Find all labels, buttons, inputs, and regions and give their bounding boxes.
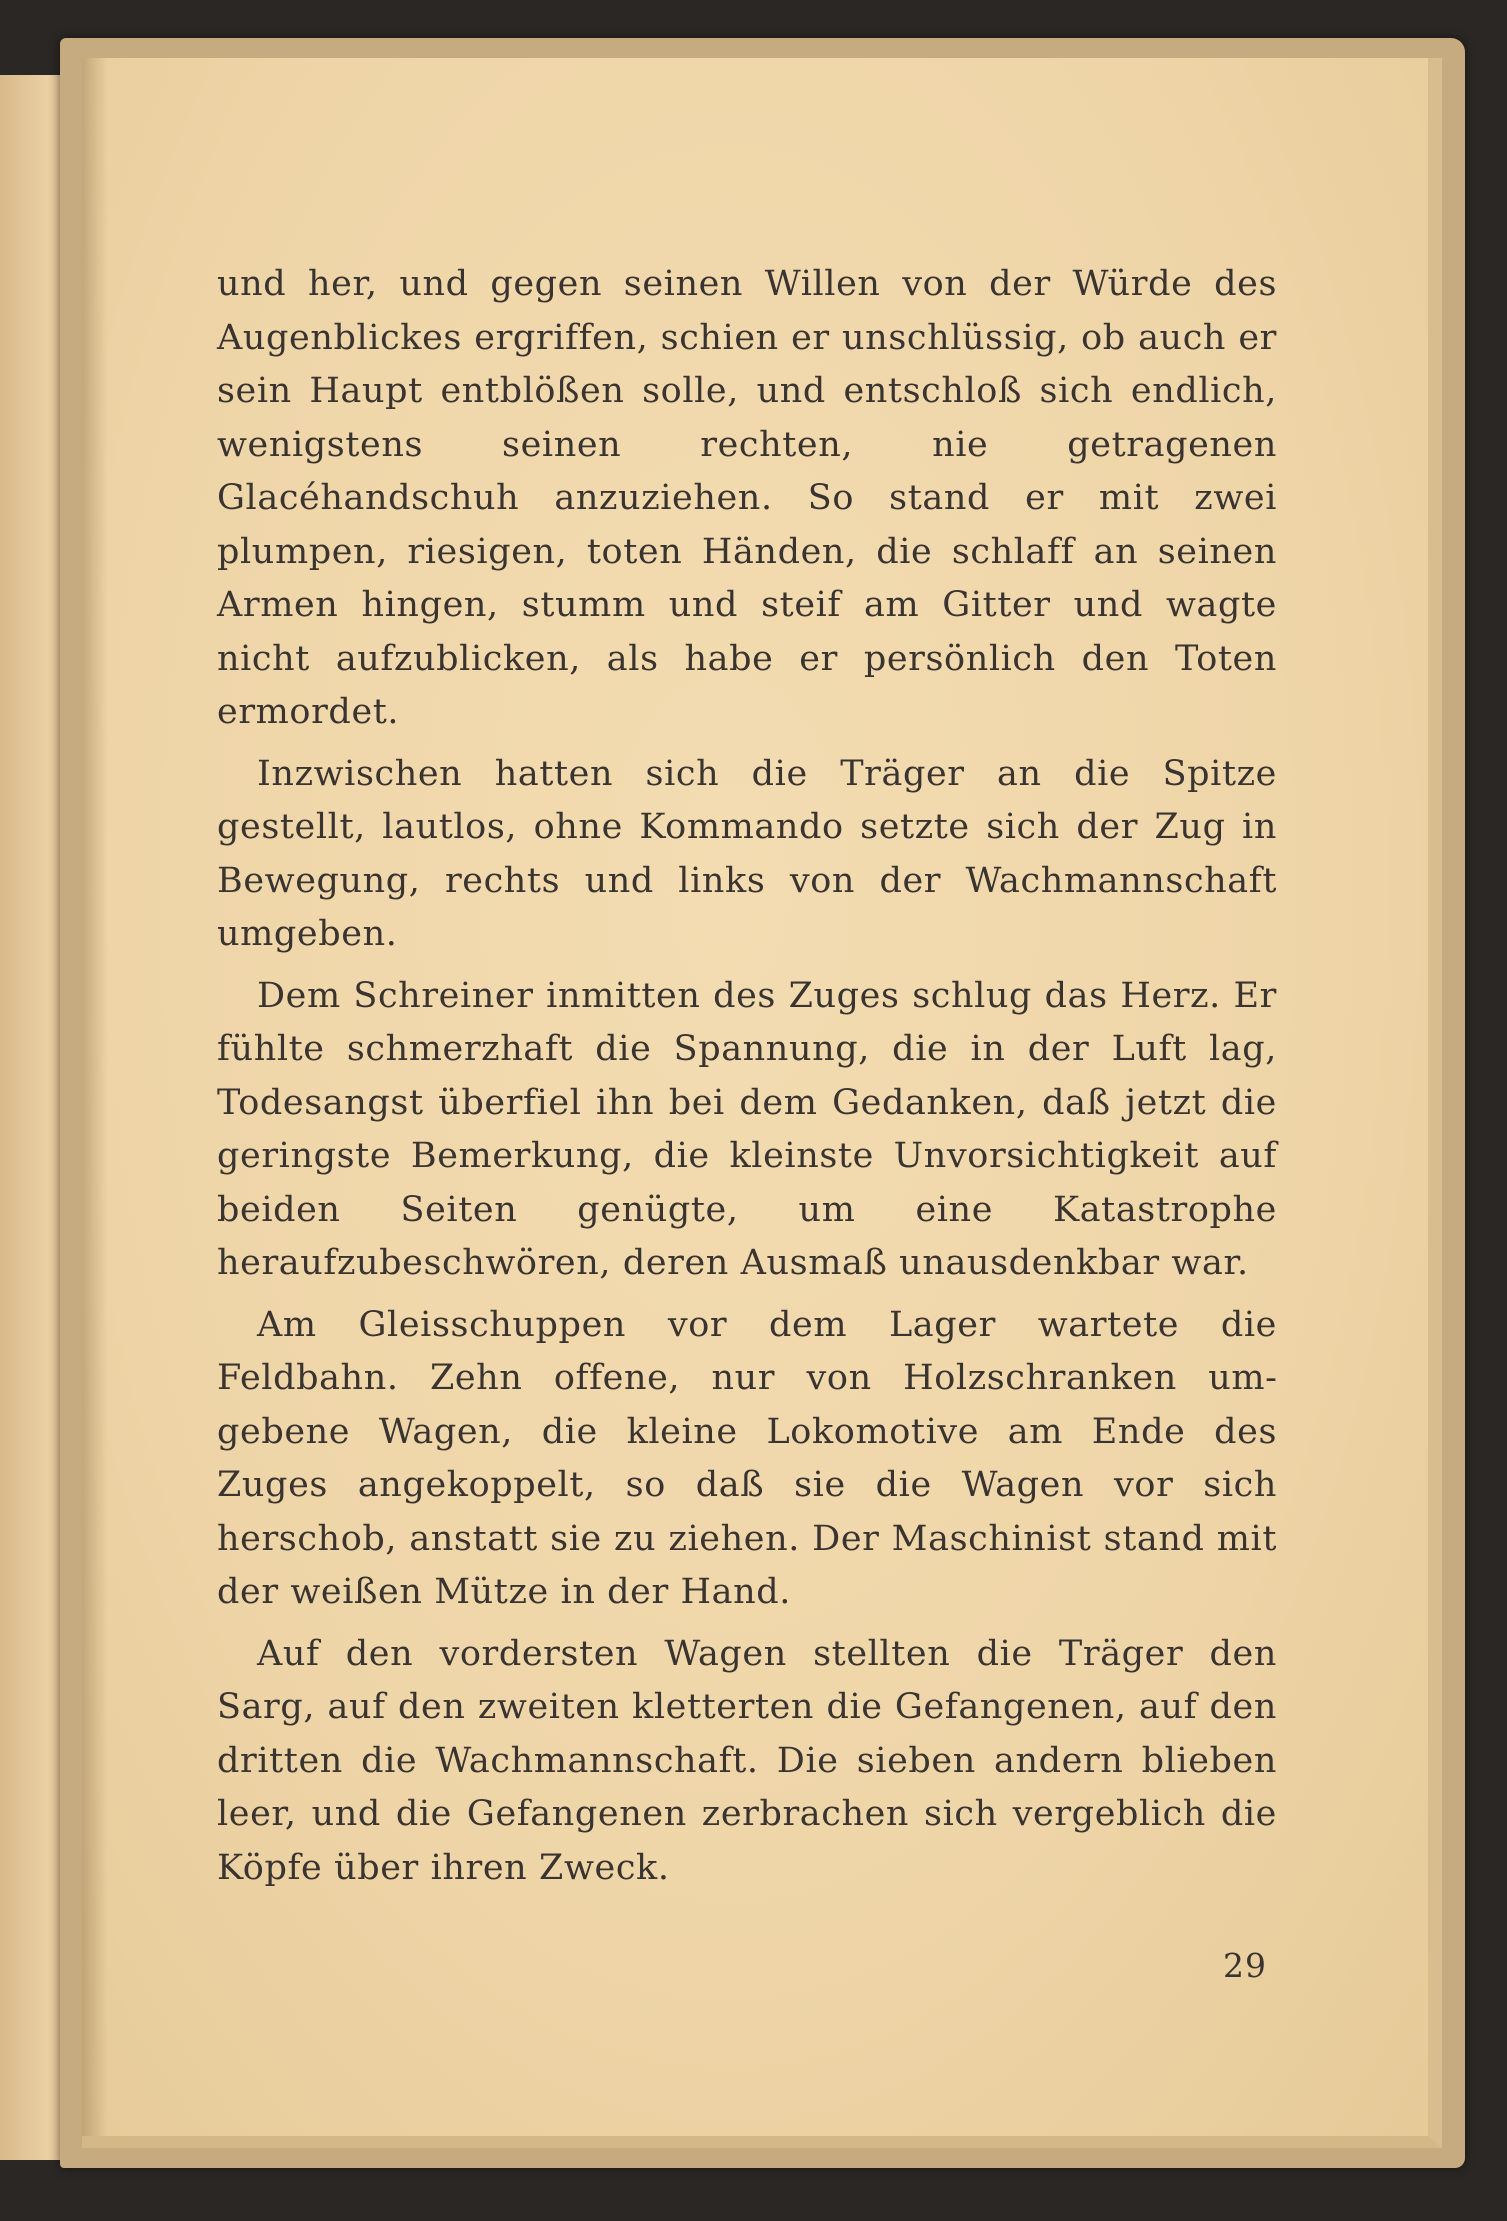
paragraph-1: und her, und gegen seinen Willen von der Würde des Augenblickes ergriffen, schien er unschlüssig, ob auch er sein Haupt entblößen solle, und entschloß sich endlich, wenigstens seinen rechten, nie getragenen Glacéhandschuh anzuziehen. So stand er mit zwei plumpen, riesigen, toten Händen, die schlaff an seinen Armen hingen, stumm und steif am Gitter und wagte nicht aufzublicken, als habe er persönlich den Toten ermordet. xyxy=(217,264,1277,732)
paragraph-5: Auf den vordersten Wagen stellten die Träger den Sarg, auf den zweiten kletterten die Gefangenen, auf den dritten die Wachmannschaft. Die sieben andern blieben leer, und die Gefangenen zerbrachen sich vergeblich die Köpfe über ihren Zweck. xyxy=(217,1633,1277,1888)
paragraph-3: Dem Schreiner inmitten des Zuges schlug das Herz. Er fühlte schmerzhaft die Spannung, die in der Luft lag, Todesangst überfiel ihn bei dem Gedanken, daß jetzt die geringste Bemerkung, die kleinste Unvorsichtigkeit auf beiden Seiten genügte, um eine Katastrophe heraufzubeschwören, deren Ausmaß unausdenkbar war. xyxy=(217,975,1277,1283)
page-number: 29 xyxy=(1223,1946,1267,1985)
body-text xyxy=(217,258,1277,1903)
paragraph-4: Am Gleisschuppen vor dem Lager wartete die Feldbahn. Zehn offene, nur von Holzschranken umgebene Wagen, die kleine Lokomotive am Ende des Zuges angekoppelt, so daß sie die Wagen vor sich herschob, anstatt sie zu ziehen. Der Maschinist stand mit der weißen Mütze in der Hand. xyxy=(217,1304,1277,1612)
book-page xyxy=(82,58,1442,2148)
paragraph-2: Inzwischen hatten sich die Träger an die Spitze gestellt, lautlos, ohne Kommando setzte sich der Zug in Bewegung, rechts und links von der Wachmannschaft umgeben. xyxy=(217,753,1277,954)
